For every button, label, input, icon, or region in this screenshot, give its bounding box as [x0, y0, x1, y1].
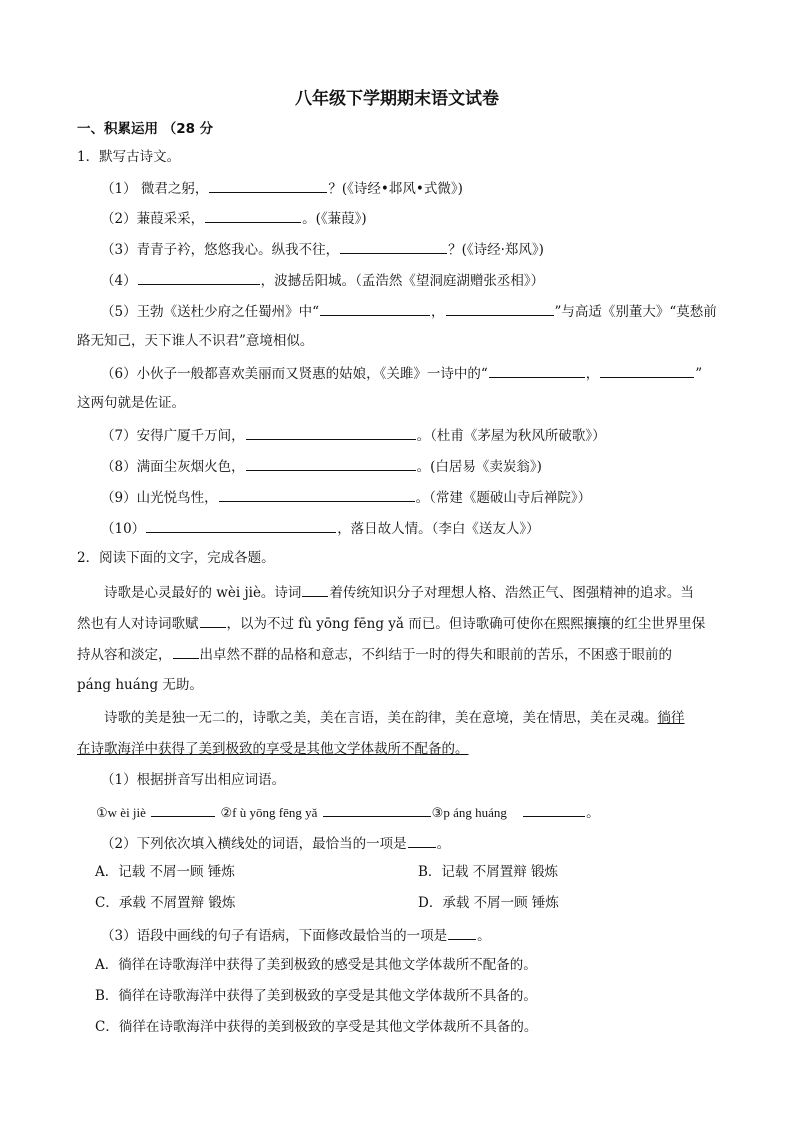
question-1-label: 1．默写古诗文。	[77, 149, 181, 165]
q1-item-8: （8）满面尘灰烟火色， 。(白居易《卖炭翁》)	[101, 456, 542, 476]
answer-blank[interactable]	[323, 802, 431, 817]
option-d[interactable]: D．承载 不屑一顾 锤炼	[418, 895, 559, 911]
q1-item-6: （6）小伙子一般都喜欢美丽而又贤惠的姑娘，《关雎》一诗中的“ ， ”	[101, 363, 702, 383]
q1-item-1: （1） 微君之躬， ？(《诗经•邶风•式微》)	[101, 178, 463, 198]
q1-item-2: （2）蒹葭采采， 。(《蒹葭》)	[101, 208, 367, 228]
answer-blank[interactable]	[489, 363, 585, 378]
fill-blank[interactable]	[200, 613, 226, 628]
passage-line	[77, 740, 469, 758]
q1-item-10: （10） ，落日故人情。（李白《送友人》）	[101, 518, 540, 538]
question-2-label: 2．阅读下面的文字，完成各题。	[77, 550, 275, 566]
answer-blank[interactable]	[320, 301, 430, 316]
q1-item-4: （4） ，波撼岳阳城。（孟浩然《望洞庭湖赠张丞相》）	[101, 270, 544, 290]
answer-blank[interactable]	[448, 925, 476, 940]
passage-line: 持从容和淡定， 出卓然不群的品格和意志，不纠结于一时的得失和眼前的苦乐，不困惑于眼前的	[77, 644, 672, 664]
option-b[interactable]: B．记载 不屑置辩 锻炼	[418, 864, 559, 880]
fill-blank[interactable]	[302, 582, 328, 597]
passage-line: 然也有人对诗词歌赋 ，以为不过 fù yōng fēng yǎ 而已。但诗歌确可使你在熙熙攘攘的红尘世界里保	[77, 613, 705, 633]
answer-blank[interactable]	[138, 270, 260, 285]
answer-blank[interactable]	[205, 208, 301, 223]
q1-item-7: （7）安得广厦千万间， 。（杜甫《茅屋为秋风所破歌》）	[101, 425, 606, 445]
q1-item-6-cont: 这两句就是佐证。	[77, 395, 185, 411]
q1-item-3: （3）青青子衿，悠悠我心。纵我不往， ？(《诗经·郑风》)	[101, 239, 544, 259]
underlined-sentence: 徜徉	[657, 710, 685, 726]
sub-question-2: （2）下列依次填入横线处的词语，最恰当的一项是 。	[101, 833, 450, 853]
option-b[interactable]: B．徜徉在诗歌海洋中获得了美到极致的享受是其他文学体裁所不具备的。	[95, 988, 537, 1004]
answer-blank[interactable]	[408, 833, 436, 848]
sub-question-1: （1）根据拼音写出相应词语。	[101, 772, 286, 788]
answer-blank[interactable]	[219, 487, 415, 502]
answer-blank[interactable]	[246, 456, 416, 471]
page-title: 八年级下学期期末语文试卷	[295, 89, 499, 109]
answer-blank[interactable]	[340, 239, 447, 254]
q1-item-5-cont: 路无知己，天下谁人不识君”意境相似。	[77, 333, 314, 349]
fill-blank[interactable]	[173, 644, 199, 659]
option-a[interactable]: A．记载 不屑一顾 锤炼	[95, 864, 235, 880]
option-c[interactable]: C．徜徉在诗歌海洋中获得的美到极致的享受是其他文学体裁所不具备的。	[95, 1019, 538, 1035]
answer-blank[interactable]	[523, 802, 585, 817]
section-heading: 一、积累运用 （28 分	[77, 121, 214, 137]
q1-item-5: （5）王勃《送杜少府之任蜀州》中“ ， ”与高适《别董大》“莫愁前	[101, 301, 717, 321]
answer-blank[interactable]	[209, 178, 327, 193]
answer-blank[interactable]	[246, 425, 416, 440]
passage-line: 诗歌是心灵最好的 wèi jiè。诗词 着传统知识分子对理想人格、浩然正气、图强精神的追求。当	[104, 582, 694, 602]
pinyin-row: ①w èi jiè ②f ù yōng fēng yǎ ③p áng huáng 。	[96, 802, 600, 822]
q1-item-9: （9）山光悦鸟性， 。（常建《题破山寺后禅院》）	[101, 487, 591, 507]
option-c[interactable]: C．承载 不屑置辩 锻炼	[95, 895, 236, 911]
passage-line: páng huáng 无助。	[77, 677, 203, 693]
answer-blank[interactable]	[600, 363, 694, 378]
underlined-sentence: 在诗歌海洋中获得了美到极致的享受是其他文学体裁所不配备的。	[77, 741, 469, 757]
answer-blank[interactable]	[151, 802, 215, 817]
passage-line: 诗歌的美是独一无二的，诗歌之美，美在言语，美在韵律，美在意境，美在情思，美在灵魂。徜徉	[104, 710, 685, 726]
answer-blank[interactable]	[146, 518, 336, 533]
sub-question-3: （3）语段中画线的句子有语病，下面修改最恰当的一项是 。	[101, 925, 491, 945]
option-a[interactable]: A．徜徉在诗歌海洋中获得了美到极致的感受是其他文学体裁所不配备的。	[95, 957, 537, 973]
answer-blank[interactable]	[446, 301, 554, 316]
